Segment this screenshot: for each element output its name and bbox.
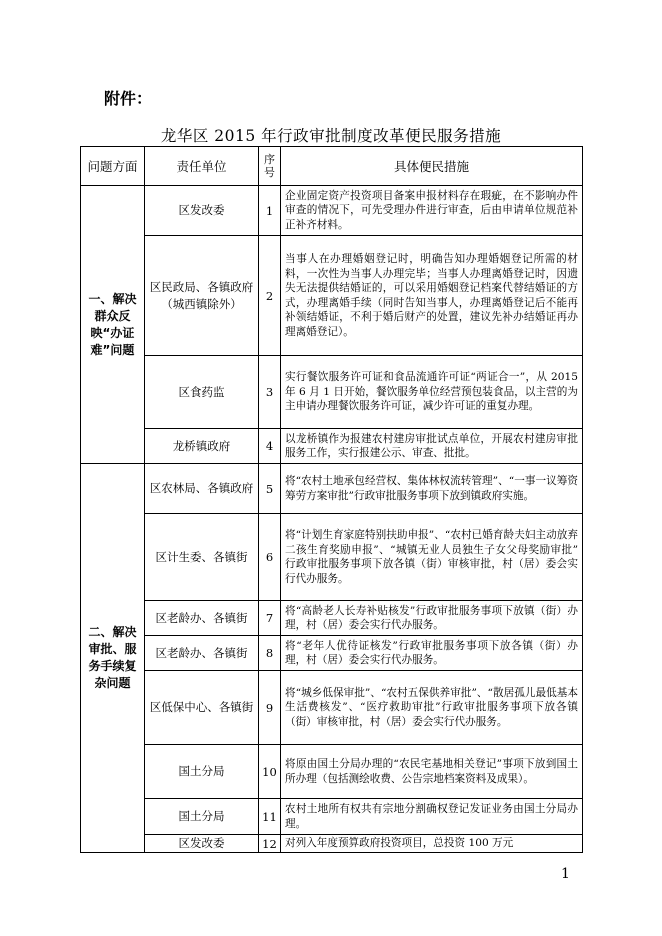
table-row [81, 601, 583, 636]
unit-cell: 龙桥镇政府 [145, 429, 259, 464]
table-row [81, 514, 583, 601]
header-category: 问题方面 [81, 147, 145, 186]
unit-cell: 区低保中心、各镇街 [145, 671, 259, 745]
table-row [81, 799, 583, 835]
measure-cell: 对列入年度预算政府投资项目，总投资 100 万元 [281, 835, 583, 853]
category-cell: 二、解决审批、服务手续复杂问题 [81, 464, 145, 853]
table-row [81, 835, 583, 853]
seq-cell: 2 [259, 236, 281, 356]
page-number: 1 [561, 866, 570, 882]
seq-cell: 3 [259, 356, 281, 429]
table-row [81, 186, 583, 236]
measure-cell: 将“计划生育家庭特别扶助申报”、“农村已婚育龄夫妇主动放弃二孩生育奖励申报”、“城镇无业人员独生子女父母奖励审批” 行政审批服务事项下放各镇（街）审核审批，村（居）委会实行代办服务。 [281, 514, 583, 601]
unit-cell: 国土分局 [145, 745, 259, 799]
unit-cell: 区食药监 [145, 356, 259, 429]
measure-cell: 将“城乡低保审批”、“农村五保供养审批”、“散居孤儿最低基本生活费核发”、“医疗救助审批”行政审批服务事项下放各镇（街）审核审批，村（居）委会实行代办服务。 [281, 671, 583, 745]
measure-cell: 企业固定资产投资项目备案申报材料存在瑕疵，在不影响办件审查的情况下，可先受理办件进行审查，后由申请单位规范补正补齐材料。 [281, 186, 583, 236]
seq-cell: 1 [259, 186, 281, 236]
table-row [81, 464, 583, 514]
attachment-label: 附件： [104, 89, 153, 108]
measure-cell: 将原由国土分局办理的“农民宅基地相关登记”事项下放到国土所办理（包括测绘收费、公告宗地档案资料及成果）。 [281, 745, 583, 799]
seq-cell: 5 [259, 464, 281, 514]
measures-table [80, 146, 583, 853]
seq-cell: 11 [259, 799, 281, 835]
header-unit: 责任单位 [145, 147, 259, 186]
header-measure: 具体便民措施 [281, 147, 583, 186]
unit-cell: 区发改委 [145, 835, 259, 853]
seq-cell: 9 [259, 671, 281, 745]
measure-cell: 实行餐饮服务许可证和食品流通许可证“两证合一”，从 2015 年 6 月 1 日开始，餐饮服务单位经营预包装食品，以主营的为主申请办理餐饮服务许可证，减少许可证的重复办理。 [281, 356, 583, 429]
unit-cell: 区老龄办、各镇街 [145, 601, 259, 636]
table-row [81, 356, 583, 429]
unit-cell: 区计生委、各镇街 [145, 514, 259, 601]
table-row [81, 236, 583, 356]
header-seq: 序号 [259, 147, 281, 186]
measure-cell: 农村土地所有权共有宗地分割确权登记发证业务由国土分局办理。 [281, 799, 583, 835]
seq-cell: 4 [259, 429, 281, 464]
measure-cell: 将“高龄老人长寿补贴核发”行政审批服务事项下放镇（街）办理，村（居）委会实行代办服务。 [281, 601, 583, 636]
seq-cell: 7 [259, 601, 281, 636]
seq-cell: 12 [259, 835, 281, 853]
unit-cell: 国土分局 [145, 799, 259, 835]
unit-cell: 区民政局、各镇政府（城西镇除外） [145, 236, 259, 356]
seq-cell: 8 [259, 636, 281, 671]
document-title: 龙华区 2015 年行政审批制度改革便民服务措施 [160, 127, 502, 145]
unit-cell: 区农林局、各镇政府 [145, 464, 259, 514]
measure-cell: 当事人在办理婚姻登记时，明确告知办理婚姻登记所需的材料，一次性为当事人办理完毕；当事人办理离婚登记时，因遗失无法提供结婚证的，可以采用婚姻登记档案代替结婚证的方式，办理离婚手续（同时告知当事人，办理离婚登记后不能再补领结婚证，不利于婚后财产的处置，建议先补办结婚证再办理离婚登记）。 [281, 236, 583, 356]
table-row [81, 671, 583, 745]
measure-cell: 以龙桥镇作为报建农村建房审批试点单位，开展农村建房审批服务工作，实行报建公示、审查、批批。 [281, 429, 583, 464]
category-cell: 一、解决群众反映“办证难”问题 [81, 186, 145, 464]
seq-cell: 10 [259, 745, 281, 799]
table-row [81, 429, 583, 464]
unit-cell: 区老龄办、各镇街 [145, 636, 259, 671]
measure-cell: 将“农村土地承包经营权、集体林权流转管理”、“一事一议筹资筹劳方案审批”行政审批服务事项下放到镇政府实施。 [281, 464, 583, 514]
measure-cell: 将“老年人优待证核发”行政审批服务事项下放各镇（街）办理，村（居）委会实行代办服务。 [281, 636, 583, 671]
table-row [81, 745, 583, 799]
table-row [81, 636, 583, 671]
unit-cell: 区发改委 [145, 186, 259, 236]
seq-cell: 6 [259, 514, 281, 601]
table-header-row [81, 147, 583, 186]
